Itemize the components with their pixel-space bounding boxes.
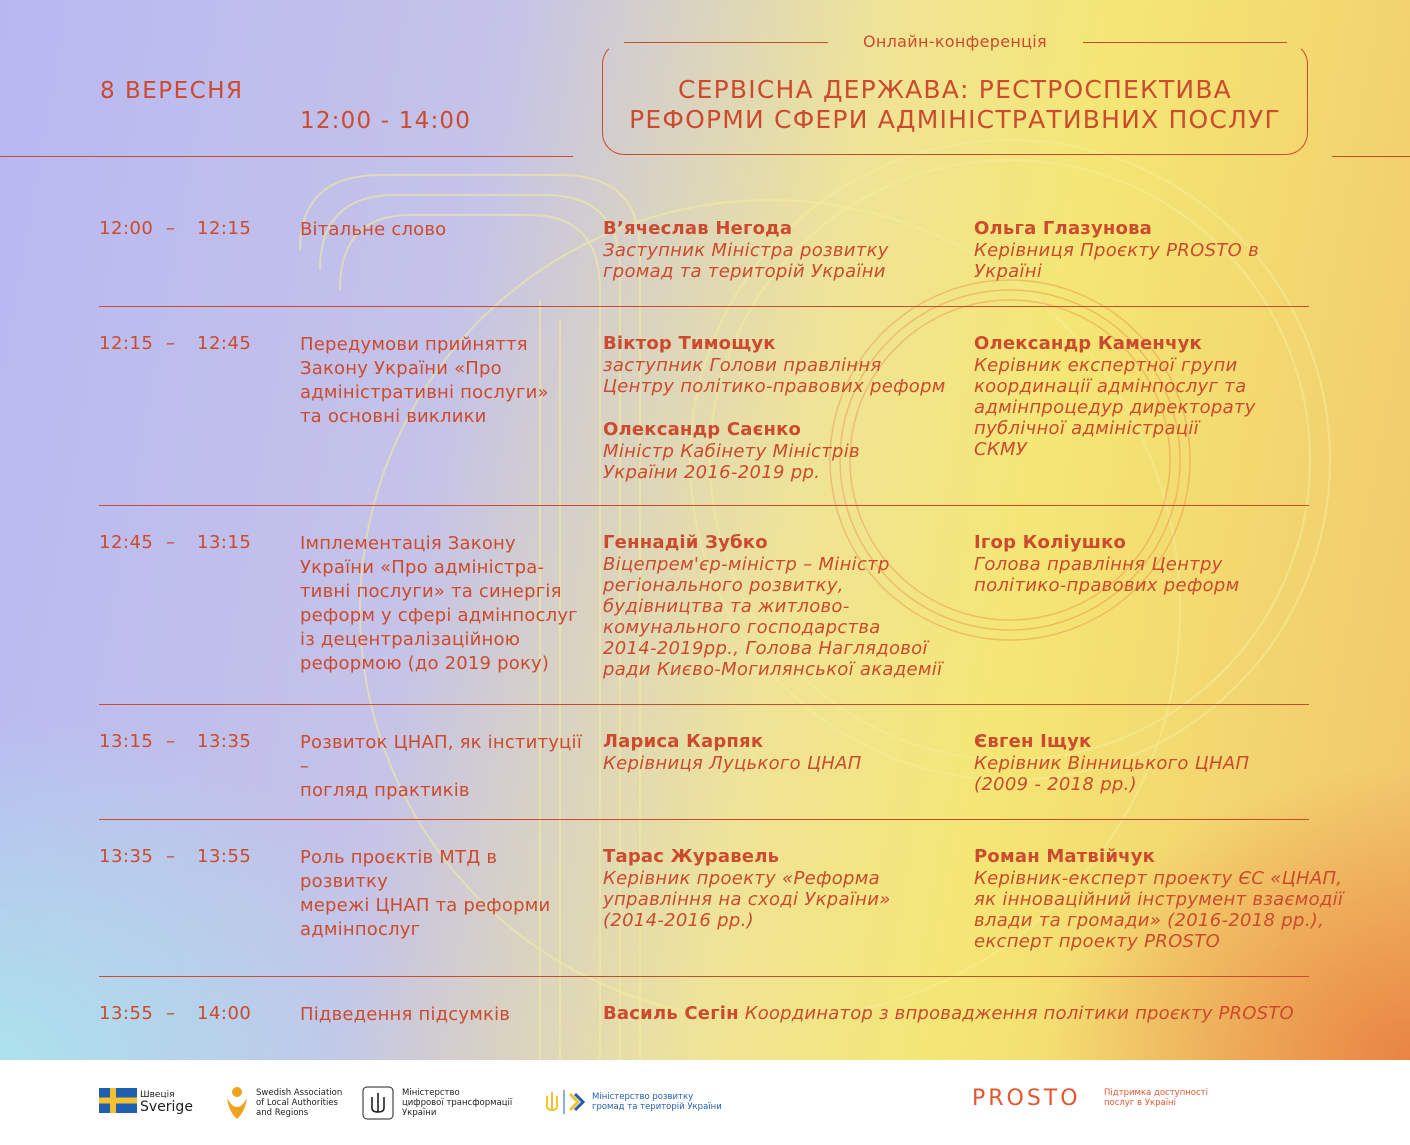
speaker-role: Керівниця Луцького ЦНАП — [603, 753, 862, 774]
speaker-role: заступник Голови правління Центру політико-правових реформ — [603, 355, 946, 397]
speaker-name: Василь Сегін — [603, 1003, 739, 1024]
prosto-tagline-text: Підтримка доступності послуг в Україні — [1104, 1088, 1208, 1108]
speaker-role: Керівниця Проєкту PROSTO в Україні — [974, 240, 1259, 282]
speaker-role: Керівник-експерт проекту ЄС «ЦНАП, як інноваційний інструмент взаємодії влади та громади» (2016-2018 рр.), експерт проекту PROSTO — [974, 868, 1344, 952]
sweden-logo — [99, 1088, 193, 1113]
speaker — [603, 846, 953, 931]
speaker-name: Олександр Каменчук — [974, 333, 1202, 354]
row-divider — [99, 505, 1309, 506]
speaker — [603, 218, 953, 282]
slot-topic: Підведення підсумків — [300, 1004, 511, 1025]
salar-figure-icon — [224, 1086, 250, 1120]
header-divider-right — [1332, 156, 1410, 157]
speaker-name: Ігор Коліушко — [974, 532, 1127, 553]
conference-title — [602, 75, 1308, 135]
slot-end-time: 13:55 — [197, 846, 252, 867]
speaker-role: Голова правління Центру політико-правових реформ — [974, 554, 1240, 596]
slot-topic: Розвиток ЦНАП, як інституції – погляд практиків — [300, 732, 582, 801]
speaker — [603, 532, 953, 680]
slot-start-time: 13:15 — [99, 731, 154, 752]
title-line-1: СЕРВІСНА ДЕРЖАВА: РЕСТРОСПЕКТИВА — [678, 75, 1232, 104]
slot-start-time: 13:35 — [99, 846, 154, 867]
speaker-role: Заступник Міністра розвитку громад та територій України — [603, 240, 889, 282]
slot-end-time: 14:00 — [197, 1003, 252, 1024]
prosto-tagline — [1104, 1088, 1208, 1108]
row-divider — [99, 704, 1309, 705]
event-time: 12:00 - 14:00 — [300, 108, 472, 134]
speaker-role: Міністр Кабінету Міністрів України 2016-2019 рр. — [603, 441, 860, 483]
sweden-big-text: Sverige — [140, 1098, 193, 1115]
salar-logo — [224, 1086, 342, 1120]
row-divider — [99, 976, 1309, 977]
speaker — [603, 1003, 1294, 1024]
sweden-small-text: Швеція — [140, 1089, 175, 1100]
trident-icon — [362, 1086, 394, 1120]
title-frame-top-left — [624, 42, 828, 43]
header-divider-left — [0, 156, 573, 157]
speaker-role: Керівник експертної групи координації адмінпослуг та адмінпроцедур директорату публічної адміністрації СКМУ — [974, 355, 1256, 460]
speaker-role: Координатор з впровадження політики проєкту PROSTO — [744, 1003, 1294, 1024]
slot-end-time: 12:15 — [197, 218, 252, 239]
speaker-name: Тарас Журавель — [603, 846, 780, 867]
mintsyfra-text: Міністерство цифрової трансформації України — [402, 1088, 513, 1118]
partner-logos-footer — [0, 1060, 1410, 1145]
speaker-name: Роман Матвійчук — [974, 846, 1156, 867]
slot-start-time: 12:45 — [99, 532, 154, 553]
speaker — [974, 333, 1324, 460]
speaker — [974, 532, 1324, 596]
speaker — [603, 333, 953, 397]
slot-topic: Роль проєктів МТД в розвитку мережі ЦНАП та реформи адмінпослуг — [300, 847, 551, 940]
speaker-name: Лариса Карпяк — [603, 731, 764, 752]
title-frame-top-right — [1083, 42, 1287, 43]
slot-dash: – — [166, 846, 175, 867]
speaker-role: Керівник проекту «Реформа управління на сході України» (2014-2016 рр.) — [603, 868, 891, 931]
salar-text: Swedish Association of Local Authorities and Regions — [256, 1088, 343, 1118]
speaker — [974, 731, 1324, 795]
slot-topic: Вітальне слово — [300, 219, 447, 240]
speaker-name: Євген Іщук — [974, 731, 1092, 752]
prosto-wordmark: PROSTO — [972, 1086, 1081, 1111]
slot-dash: – — [166, 532, 175, 553]
slot-dash: – — [166, 218, 175, 239]
slot-end-time: 13:35 — [197, 731, 252, 752]
row-divider — [99, 306, 1309, 307]
mintsyfra-logo — [362, 1086, 512, 1120]
event-date: 8 ВЕРЕСНЯ — [100, 78, 244, 104]
speaker — [603, 419, 953, 483]
minregion-emblem-icon — [544, 1088, 588, 1116]
slot-end-time: 13:15 — [197, 532, 252, 553]
title-line-2: РЕФОРМИ СФЕРИ АДМІНІСТРАТИВНИХ ПОСЛУГ — [629, 105, 1281, 134]
slot-topic: Передумови прийняття Закону України «Про адміністративні послуги» та основні виклики — [300, 334, 549, 427]
speaker-name: Геннадій Зубко — [603, 532, 768, 553]
speaker-name: Олександр Саєнко — [603, 419, 802, 440]
speaker-role: Керівник Вінницького ЦНАП (2009 - 2018 рр.) — [974, 753, 1250, 795]
slot-start-time: 13:55 — [99, 1003, 154, 1024]
event-type-label: Онлайн-конференція — [863, 32, 1047, 51]
slot-start-time: 12:00 — [99, 218, 154, 239]
speaker-name: В’ячеслав Негода — [603, 218, 793, 239]
swedish-flag-icon — [99, 1088, 137, 1113]
slot-dash: – — [166, 333, 175, 354]
speaker — [974, 218, 1324, 282]
speaker-role: Віцепрем'єр-міністр – Міністр регіонального розвитку, будівництва та житлово- комунального господарства 2014-2019рр., Голова Наглядової ради Києво-Могилянської академії — [603, 554, 943, 680]
slot-topic: Імплементація Закону України «Про адміністра- тивні послуги» та синергія реформ у сфері адмінпослуг із децентралізаційною реформою (до 2019 року) — [300, 533, 578, 674]
slot-dash: – — [166, 731, 175, 752]
row-divider — [99, 819, 1309, 820]
slot-end-time: 12:45 — [197, 333, 252, 354]
speaker-name: Ольга Глазунова — [974, 218, 1153, 239]
minregion-text: Міністерство розвитку громад та територій України — [592, 1092, 722, 1112]
speaker-name: Віктор Тимощук — [603, 333, 776, 354]
minregion-logo — [544, 1088, 722, 1116]
speaker — [603, 731, 953, 774]
prosto-logo — [972, 1086, 1081, 1111]
slot-dash: – — [166, 1003, 175, 1024]
slot-start-time: 12:15 — [99, 333, 154, 354]
speaker — [974, 846, 1374, 952]
